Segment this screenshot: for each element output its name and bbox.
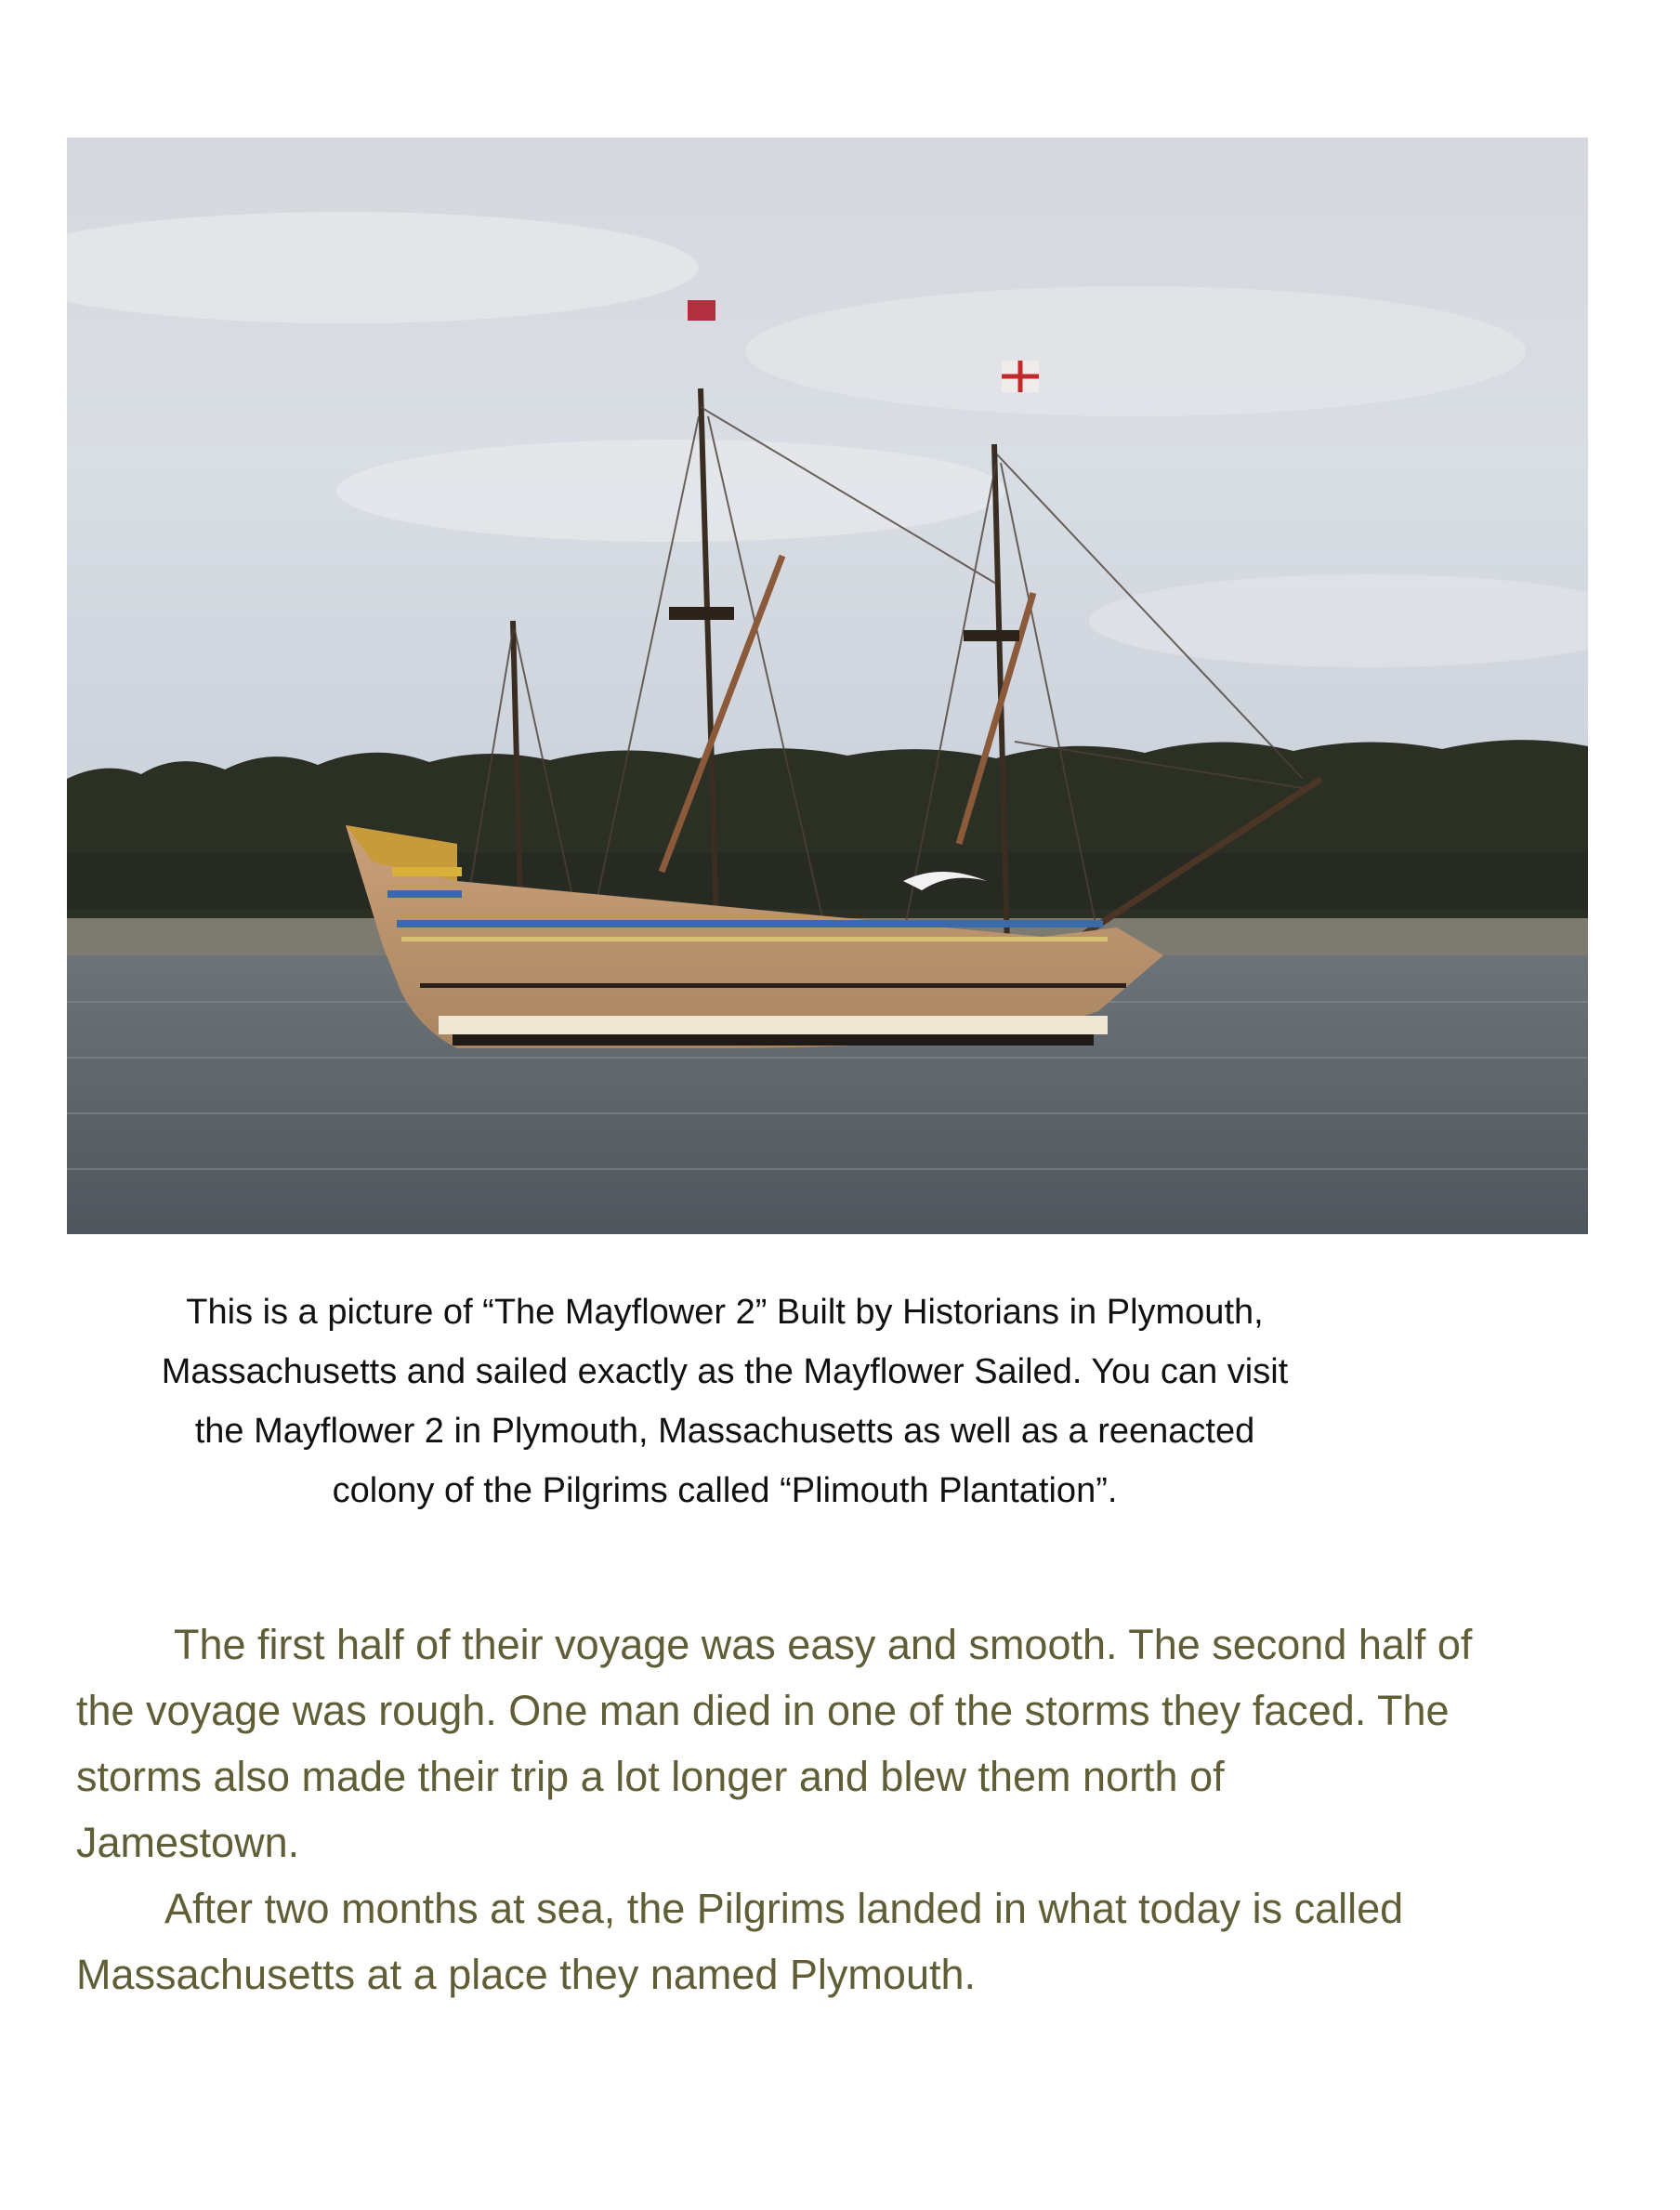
story-line: Jamestown. <box>76 1819 300 1866</box>
story-line: Massachusetts at a place they named Plymouth. <box>76 1951 977 1998</box>
mayflower-photo <box>67 138 1588 1234</box>
caption-line: This is a picture of “The Mayflower 2” Built by Historians in Plymouth, <box>186 1293 1264 1332</box>
caption-line: colony of the Pilgrims called “Plimouth Plantation”. <box>332 1471 1118 1510</box>
caption-line: the Mayflower 2 in Plymouth, Massachusetts as well as a reenacted <box>194 1412 1255 1451</box>
story-line: After two months at sea, the Pilgrims landed in what today is called <box>164 1885 1404 1932</box>
story-line: storms also made their trip a lot longer and blew them north of <box>76 1753 1225 1800</box>
caption-line: Massachusetts and sailed exactly as the Mayflower Sailed. You can visit <box>161 1352 1289 1391</box>
story-text <box>76 1611 1600 2007</box>
ship-photo-icon <box>67 138 1588 1234</box>
story-line: the voyage was rough. One man died in one of the storms they faced. The <box>76 1687 1450 1734</box>
story-line: The first half of their voyage was easy and smooth. The second half of <box>174 1621 1473 1668</box>
photo-caption <box>121 1283 1329 1520</box>
